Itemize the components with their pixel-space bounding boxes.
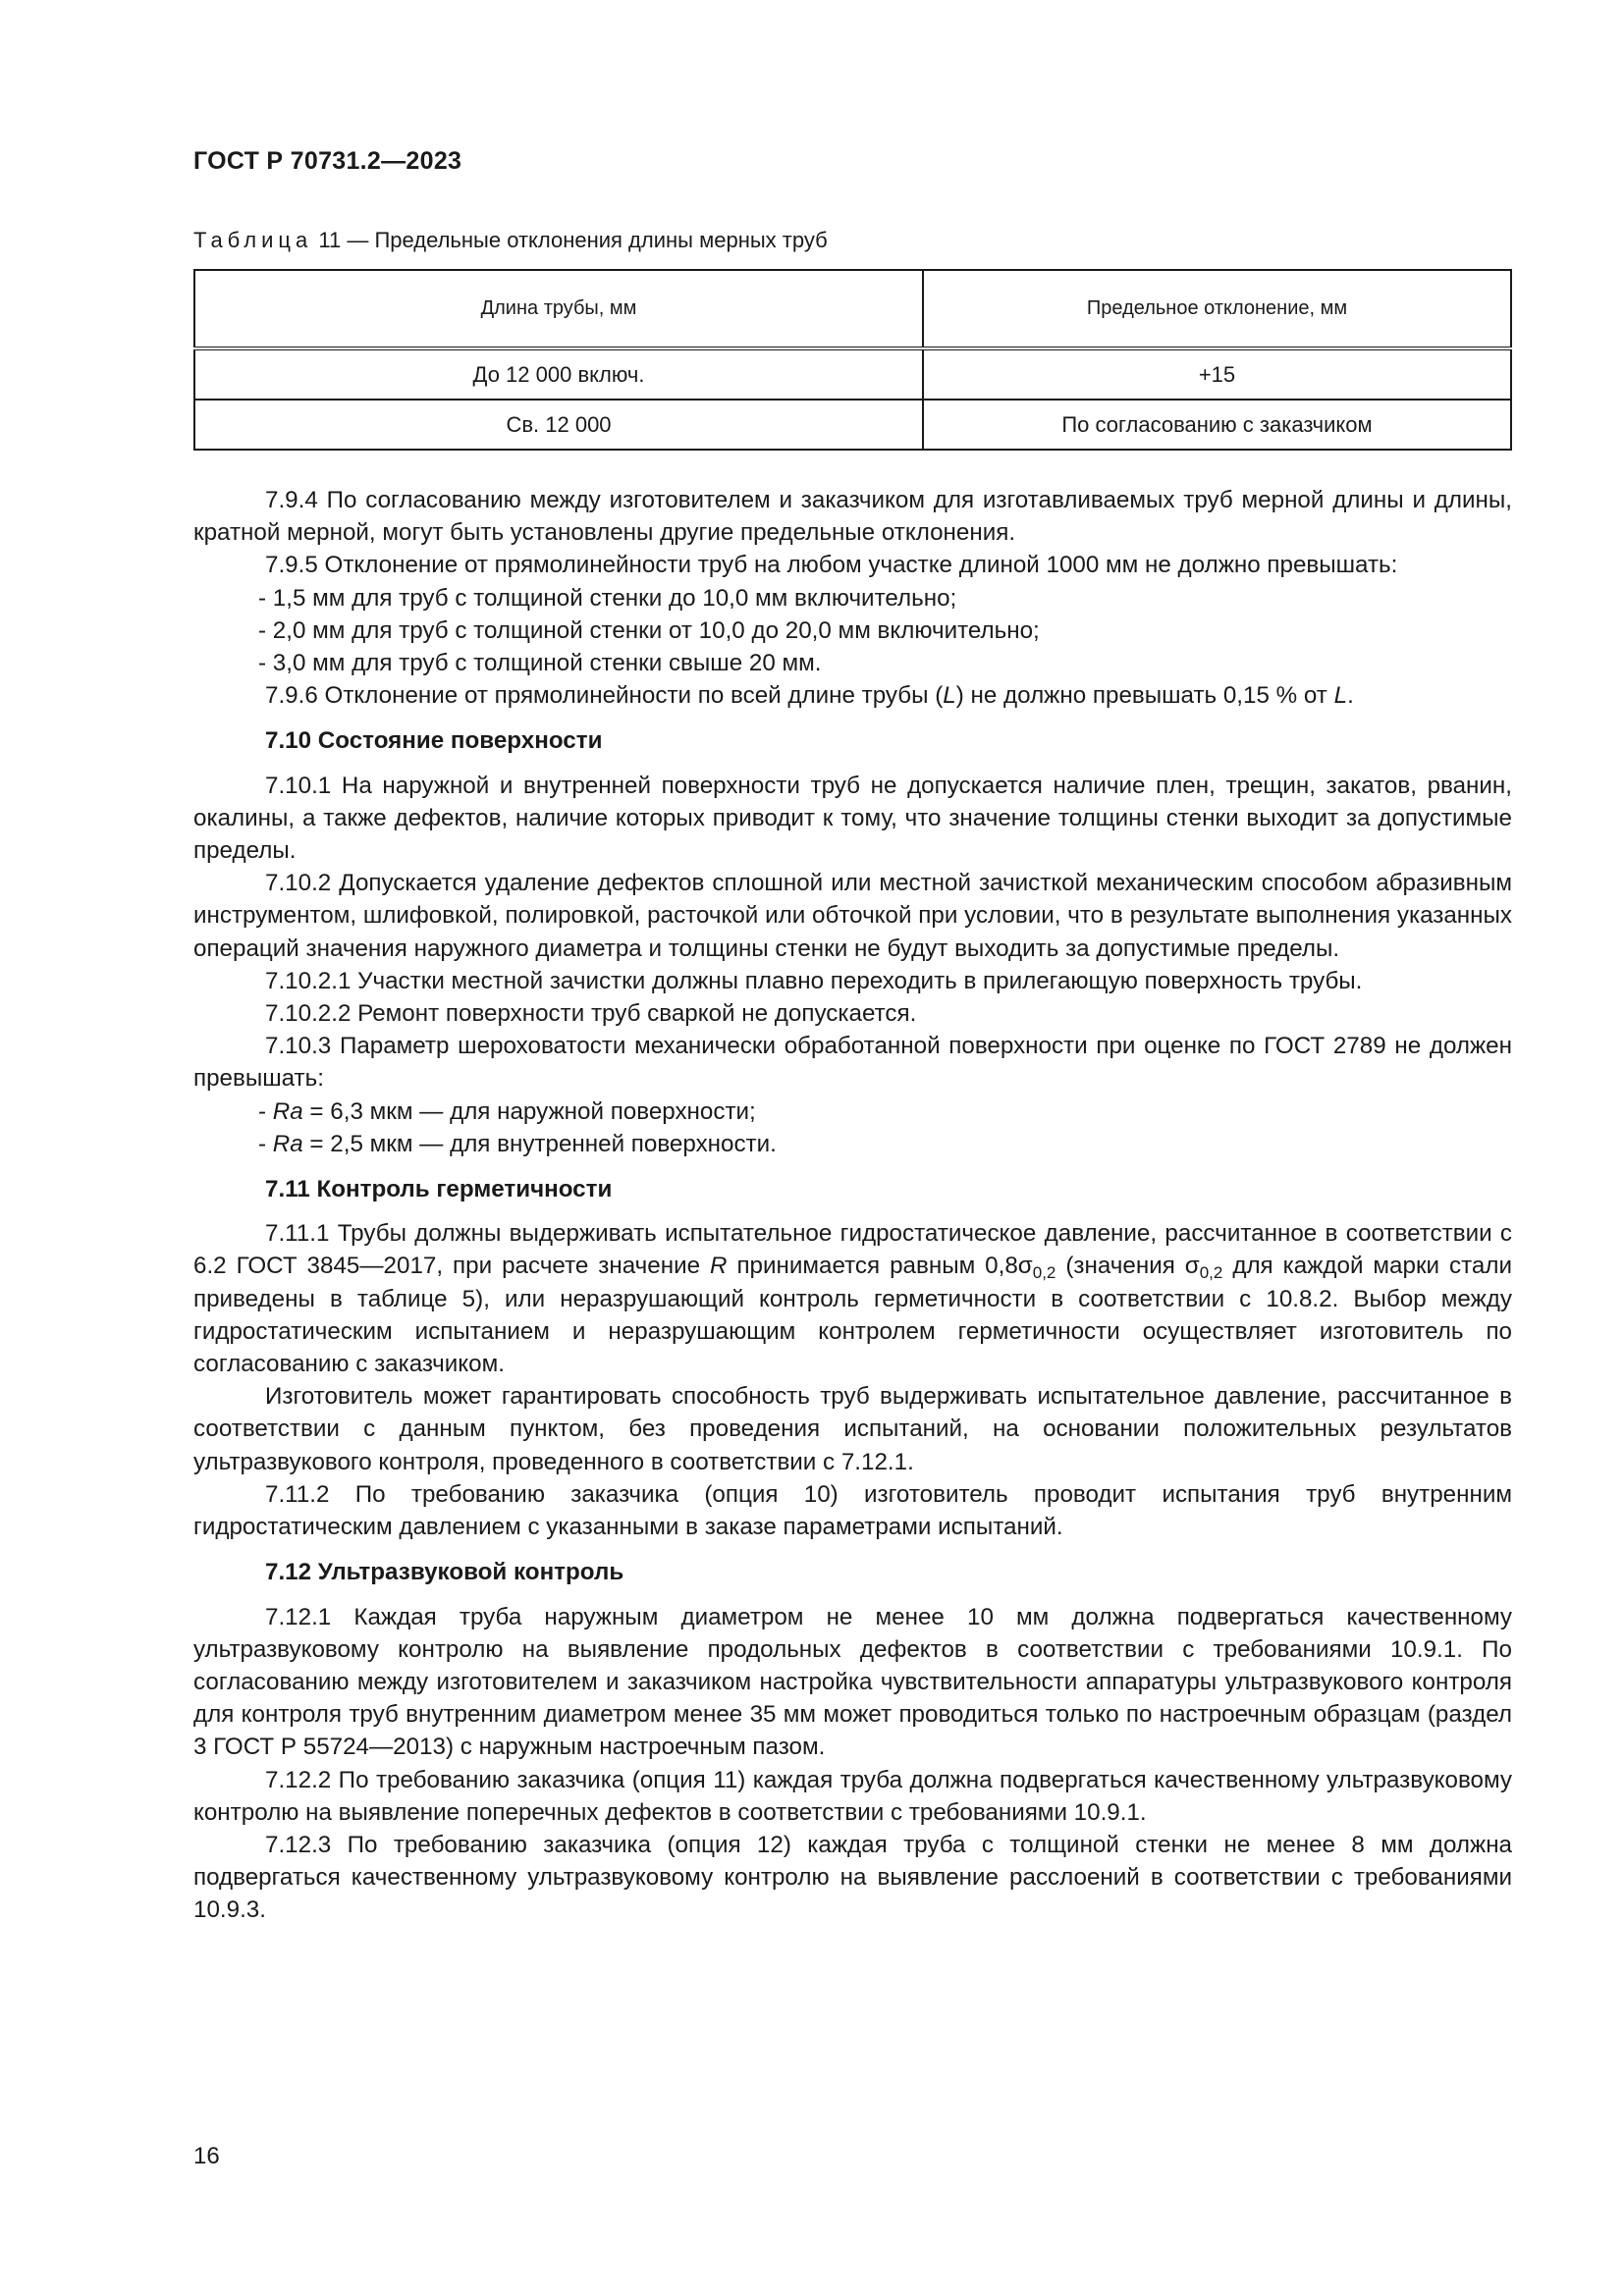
text-run: 7.11.1 Трубы должны выдерживать испытательное гидростатическое давление, рассчитанное в соответствии с 6.2 ГОСТ 3845—2017, при расчете значение [193, 1220, 1512, 1280]
paragraph [193, 679, 1512, 712]
table-header-cell: Предельное отклонение, мм [923, 270, 1511, 348]
paragraph: 7.10.3 Параметр шероховатости механически обработанной поверхности при оценке по ГОСТ 2789 не должен превышать: [193, 1033, 1512, 1093]
document-code: ГОСТ Р 70731.2—2023 [193, 147, 462, 175]
text-run: 7.9.6 Отклонение от прямолинейности по всей длине трубы ( [265, 682, 944, 710]
text-run: . [1347, 682, 1354, 710]
paragraph: 7.10.2.1 Участки местной зачистки должны плавно переходить в прилегающую поверхность трубы. [265, 967, 1363, 994]
paragraph: 7.9.4 По согласованию между изготовителем и заказчиком для изготавливаемых труб мерной длины и длины, кратной мерной, могут быть установлены другие предельные отклонения. [193, 487, 1512, 547]
italic-symbol: L [1333, 682, 1348, 710]
section-heading: 7.10 Состояние поверхности [265, 727, 603, 755]
paragraph: 7.12.2 По требованию заказчика (опция 11) каждая труба должна подвергаться качественному ультразвуковому контролю на выявление поперечных дефектов в соответствии с требованиями 10.9.1. [193, 1766, 1512, 1826]
table-row [194, 348, 1511, 400]
table-row [194, 400, 1511, 450]
table-caption-word: Таблица [193, 228, 313, 252]
table-caption-title: 11 — Предельные отклонения длины мерных труб [312, 228, 828, 252]
table-header-cell: Длина трубы, мм [194, 270, 923, 348]
table-cell: До 12 000 включ. [194, 348, 923, 400]
list-item: - 1,5 мм для труб с толщиной стенки до 10,0 мм включительно; [258, 584, 957, 612]
italic-symbol: R [710, 1253, 728, 1280]
italic-symbol: Ra [272, 1097, 303, 1125]
paragraph: 7.10.2 Допускается удаление дефектов сплошной или местной зачисткой механическим способом абразивным инструментом, шлифовкой, полировкой, расточкой или обточкой при условии, что в результате выполнения указанных операций значения наружного диаметра и толщины стенки не будут выходить за допустимые пределы. [193, 870, 1512, 962]
subscript: 0,2 [1199, 1263, 1223, 1283]
list-item: - 3,0 мм для труб с толщиной стенки свыше 20 мм. [258, 650, 822, 677]
table-header-row [194, 270, 1511, 348]
paragraph: 7.11.2 По требованию заказчика (опция 10) изготовитель проводит испытания труб внутренним гидростатическим давлением с указанными в заказе параметрами испытаний. [193, 1480, 1512, 1541]
subscript: 0,2 [1032, 1263, 1056, 1283]
italic-symbol: Ra [272, 1130, 303, 1157]
text-run: - [258, 1130, 273, 1157]
paragraph: 7.12.1 Каждая труба наружным диаметром не менее 10 мм должна подвергаться качественному ультразвуковому контролю на выявление продольных дефектов в соответствии с требованиями 10.9.1. По согласованию между изготовителем и заказчиком настройка чувствительности аппаратуры ультразвукового контроля для контроля труб внутренним диаметром менее 35 мм может проводиться только по настроечным образцам (раздел 3 ГОСТ Р 55724—2013) с наружным настроечным пазом. [193, 1603, 1512, 1761]
list-item [193, 1095, 1512, 1128]
table-cell: Св. 12 000 [194, 400, 923, 450]
italic-symbol: L [943, 682, 956, 710]
table-cell: +15 [923, 348, 1511, 400]
text-run: - [258, 1097, 273, 1125]
text-run: (значения σ [1056, 1253, 1200, 1280]
paragraph: 7.9.5 Отклонение от прямолинейности труб на любом участке длиной 1000 мм не должно превышать: [265, 552, 1398, 579]
text-run: ) не должно превышать 0,15 % от [955, 682, 1334, 710]
section-heading: 7.11 Контроль герметичности [265, 1176, 613, 1203]
list-item: - 2,0 мм для труб с толщиной стенки от 10,0 до 20,0 мм включительно; [258, 616, 1040, 644]
text-run: для каждой марки стали приведены в таблице 5), или неразрушающий контроль герметичности в соответствии с 10.8.2. Выбор между гидростатическим испытанием и неразрушающим контролем герметичности осуществляет изготовитель по согласованию с заказчиком. [193, 1253, 1513, 1378]
length-deviation-table [193, 269, 1512, 451]
table-caption [193, 228, 828, 253]
list-item [193, 1128, 1512, 1160]
page-number: 16 [193, 2143, 220, 2169]
paragraph: Изготовитель может гарантировать способность труб выдерживать испытательное давление, рассчитанное в соответствии с данным пунктом, без проведения испытаний, на основании положительных результатов ультразвукового контроля, проведенного в соответствии с 7.12.1. [193, 1383, 1512, 1475]
text-run: = 2,5 мкм — для внутренней поверхности. [302, 1130, 777, 1157]
paragraph: 7.10.2.2 Ремонт поверхности труб сваркой не допускается. [265, 1000, 917, 1028]
paragraph: 7.10.1 На наружной и внутренней поверхности труб не допускается наличие плен, трещин, закатов, рванин, окалины, а также дефектов, наличие которых приводит к тому, что значение толщины стенки выходит за допустимые пределы. [193, 772, 1512, 865]
document-body [193, 484, 1512, 1927]
section-heading: 7.12 Ультразвуковой контроль [265, 1559, 624, 1586]
paragraph [193, 1217, 1512, 1380]
text-run: принимается равным 0,8σ [727, 1253, 1033, 1280]
text-run: = 6,3 мкм — для наружной поверхности; [302, 1097, 756, 1125]
paragraph: 7.12.3 По требованию заказчика (опция 12) каждая труба с толщиной стенки не менее 8 мм должна подвергаться качественному ультразвуковому контролю на выявление расслоений в соответствии с требованиями 10.9.3. [193, 1831, 1512, 1924]
table-cell: По согласованию с заказчиком [923, 400, 1511, 450]
